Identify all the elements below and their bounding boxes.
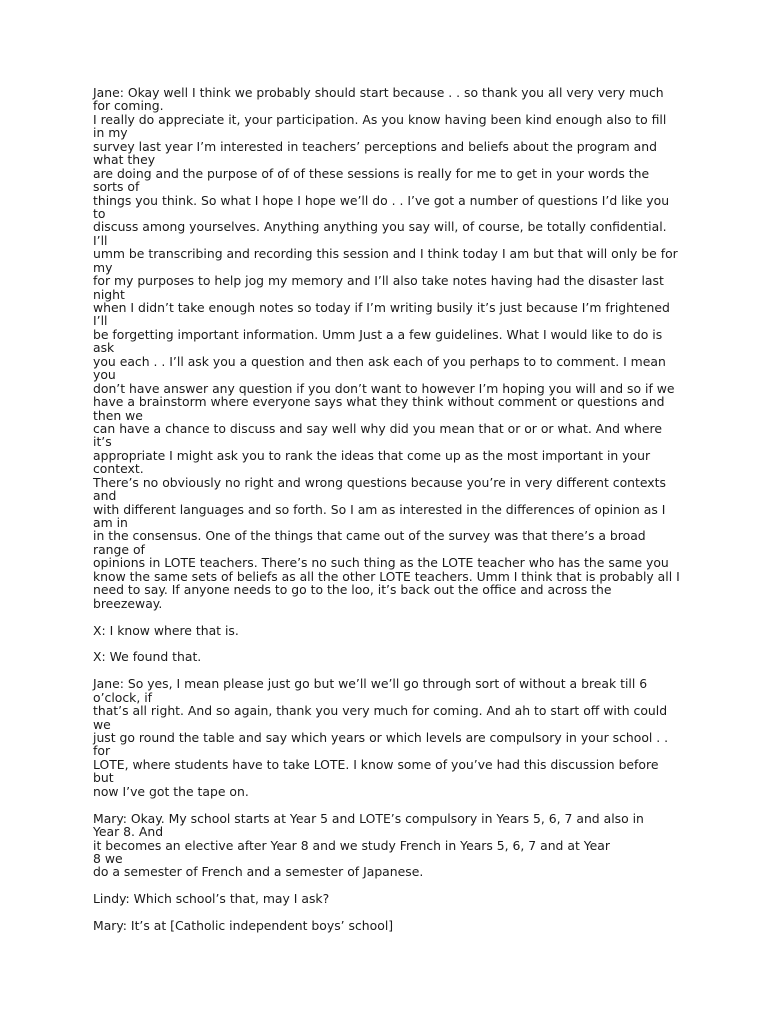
transcript-line: you each . . I’ll ask you a question and then ask each of you perhaps to to comment. I mean: [93, 353, 666, 369]
transcript-line: opinions in LOTE teachers. There’s no such thing as the LOTE teacher who has the same you: [93, 555, 669, 571]
transcript-line: survey last year I’m interested in teachers’ perceptions and beliefs about the program and: [93, 138, 657, 154]
paragraph-gap: [93, 906, 683, 919]
transcript-line: when I didn’t take enough notes so today if I’m writing busily it’s just because I’m frightened: [93, 300, 670, 315]
speaker-turn-x: [93, 624, 683, 637]
transcript-line: for coming.: [93, 98, 164, 114]
transcript-line: know the same sets of beliefs as all the other LOTE teachers. Umm I think that is probably all I: [93, 568, 680, 584]
transcript-line: Jane: Okay well I think we probably should start because . . so thank you all very very much: [93, 85, 664, 100]
transcript-line: for: [93, 743, 111, 759]
transcript-line: to: [93, 205, 106, 221]
transcript-line: we: [93, 716, 111, 732]
transcript-line: do a semester of French and a semester of Japanese.: [93, 864, 424, 880]
transcript-line: sorts of: [93, 179, 140, 195]
transcript-line: LOTE, where students have to take LOTE. I know some of you’ve had this discussion before: [93, 756, 659, 772]
speaker-turn-lindy: [93, 892, 683, 905]
transcript-line: have a brainstorm where everyone says what they think without comment or questions and: [93, 394, 665, 410]
transcript-line: night: [93, 286, 125, 302]
transcript-line: I’ll: [93, 232, 108, 248]
speaker-turn-mary: [93, 919, 683, 932]
transcript-line: my: [93, 259, 113, 275]
transcript-line: but: [93, 770, 114, 786]
transcript-line: things you think. So what I hope I hope we’ll do . . I’ve got a number of questions I’d like you: [93, 192, 670, 208]
transcript-line: in my: [93, 125, 128, 141]
transcript-line: then we: [93, 407, 143, 423]
transcript-line: and: [93, 488, 117, 504]
speaker-turn-jane: [93, 86, 683, 610]
transcript-line: X: I know where that is.: [93, 622, 239, 638]
transcript-line: Mary: It’s at [Catholic independent boys’ school]: [93, 918, 394, 934]
transcript-line: for my purposes to help jog my memory and I’ll also take notes having had the disaster last: [93, 273, 664, 289]
transcript-line: Mary: Okay. My school starts at Year 5 and LOTE’s compulsory in Years 5, 6, 7 and also in: [93, 810, 644, 826]
transcript-line: now I’ve got the tape on.: [93, 783, 249, 799]
transcript-line: X: We found that.: [93, 649, 202, 665]
transcript-line: discuss among yourselves. Anything anything you say will, of course, be totally confidential.: [93, 219, 667, 235]
transcript-line: o’clock, if: [93, 689, 153, 705]
transcript-line: in the consensus. One of the things that came out of the survey was that there’s a broad: [93, 528, 646, 544]
transcript-line: appropriate I might ask you to rank the ideas that come up as the most important in your: [93, 447, 651, 463]
transcript-line: be forgetting important information. Umm Just a a few guidelines. What I would like to do is: [93, 326, 663, 342]
transcript-line: what they: [93, 152, 156, 168]
paragraph-gap: [93, 610, 683, 623]
document-page: [93, 86, 683, 933]
transcript-line: it becomes an elective after Year 8 and we study French in Years 5, 6, 7 and at Year: [93, 837, 610, 853]
transcript-line: with different languages and so forth. So I am as interested in the differences of opinion as I: [93, 501, 666, 517]
transcript-line: 8 we: [93, 850, 123, 866]
transcript-line: it’s: [93, 434, 112, 450]
transcript-line: I’ll: [93, 313, 108, 329]
transcript-line: are doing and the purpose of of of these sessions is really for me to get in your words the: [93, 165, 650, 181]
transcript-line: just go round the table and say which years or which levels are compulsory in your school . .: [93, 730, 669, 745]
transcript-line: Lindy: Which school’s that, may I ask?: [93, 891, 330, 907]
paragraph-gap: [93, 664, 683, 677]
transcript-line: Jane: So yes, I mean please just go but we’ll we’ll go through sort of without a break till 6: [93, 676, 648, 692]
transcript-line: am in: [93, 515, 128, 530]
transcript-line: need to say. If anyone needs to go to the loo, it’s back out the office and across the: [93, 582, 612, 598]
paragraph-gap: [93, 637, 683, 650]
speaker-turn-jane: [93, 677, 683, 798]
transcript-line: breezeway.: [93, 595, 163, 611]
speaker-turn-x: [93, 650, 683, 663]
transcript-line: don’t have answer any question if you don’t want to however I’m hoping you will and so if we: [93, 380, 675, 396]
transcript-line: umm be transcribing and recording this session and I think today I am but that will only be for: [93, 246, 678, 262]
paragraph-gap: [93, 879, 683, 892]
transcript-line: that’s all right. And so again, thank you very much for coming. And ah to start off with could: [93, 703, 668, 719]
transcript-line: Year 8. And: [93, 824, 164, 840]
transcript-line: There’s no obviously no right and wrong questions because you’re in very different contexts: [93, 474, 666, 490]
transcript-line: range of: [93, 541, 145, 557]
speaker-turn-mary: [93, 812, 683, 879]
transcript-line: you: [93, 367, 116, 383]
transcript-line: can have a chance to discuss and say well why did you mean that or or or what. And where: [93, 420, 662, 436]
paragraph-gap: [93, 798, 683, 811]
transcript-line: ask: [93, 340, 115, 356]
transcript-line: context.: [93, 461, 144, 477]
transcript-line: I really do appreciate it, your participation. As you know having been kind enough also to fill: [93, 111, 667, 127]
